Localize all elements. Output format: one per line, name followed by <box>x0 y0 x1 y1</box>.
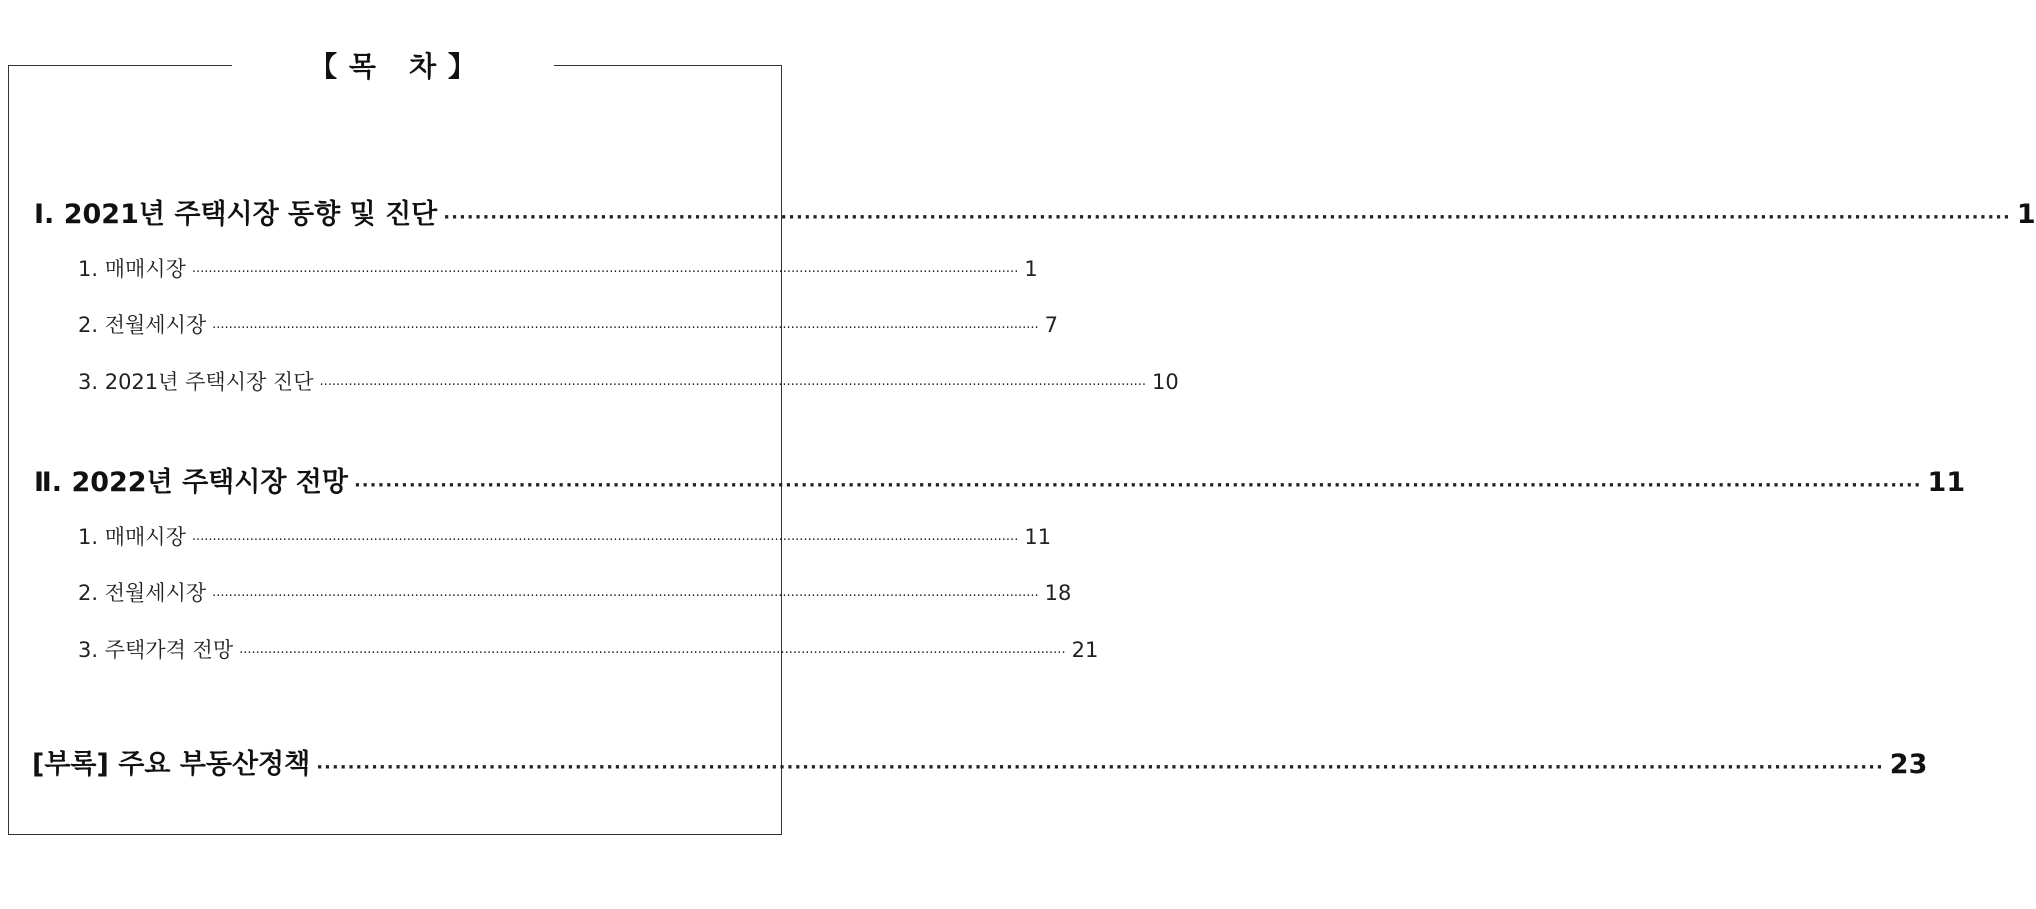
toc-entry-label: Ⅰ. 2021년 주택시장 동향 및 진단 <box>34 199 438 230</box>
dot-leader: ········································································································································································································ <box>212 589 1039 604</box>
dot-leader: ········································································································································································································ <box>239 646 1066 661</box>
toc-entry-page: 11 <box>1927 467 1966 498</box>
toc-entry-section-2-2[interactable] <box>78 577 1072 607</box>
toc-entry-page: 10 <box>1151 370 1179 394</box>
dot-leader: ········································································································································································································ <box>443 207 2011 228</box>
toc-entry-section-1-3[interactable] <box>78 366 1179 396</box>
toc-entry-section-1[interactable] <box>34 192 2036 231</box>
toc-entry-label: Ⅱ. 2022년 주택시장 전망 <box>34 467 348 498</box>
toc-entry-page: 23 <box>1889 749 1928 780</box>
toc-entry-page: 11 <box>1024 525 1052 549</box>
toc-entry-page: 7 <box>1044 313 1058 337</box>
dot-leader: ········································································································································································································ <box>191 533 1019 548</box>
toc-entry-section-1-2[interactable] <box>78 309 1058 339</box>
toc-entry-page: 18 <box>1044 581 1072 605</box>
toc-entry-label: 2. 전월세시장 <box>78 581 207 605</box>
toc-entry-page: 1 <box>2016 199 2036 230</box>
toc-entry-label: 1. 매매시장 <box>78 257 186 281</box>
toc-entry-section-2-3[interactable] <box>78 634 1099 664</box>
toc-entry-label: 2. 전월세시장 <box>78 313 207 337</box>
toc-entry-page: 21 <box>1071 638 1099 662</box>
dot-leader: ········································································································································································································ <box>212 321 1039 336</box>
toc-entry-section-2[interactable] <box>34 460 1966 499</box>
toc-entry-label: [부록] 주요 부동산정책 <box>32 749 311 780</box>
toc-frame <box>8 65 782 835</box>
toc-entry-section-1-1[interactable] <box>78 253 1038 283</box>
dot-leader: ········································································································································································································ <box>319 378 1146 393</box>
toc-entry-appendix[interactable] <box>32 742 1928 781</box>
toc-entry-page: 1 <box>1024 257 1038 281</box>
toc-entry-label: 3. 주택가격 전망 <box>78 638 234 662</box>
dot-leader: ········································································································································································································ <box>316 757 1884 778</box>
dot-leader: ········································································································································································································ <box>191 265 1019 280</box>
toc-title: 【 목 차 】 <box>309 50 477 83</box>
toc-entry-label: 3. 2021년 주택시장 진단 <box>78 370 314 394</box>
toc-entry-label: 1. 매매시장 <box>78 525 186 549</box>
toc-entry-section-2-1[interactable] <box>78 521 1052 551</box>
dot-leader: ········································································································································································································ <box>353 475 1922 496</box>
